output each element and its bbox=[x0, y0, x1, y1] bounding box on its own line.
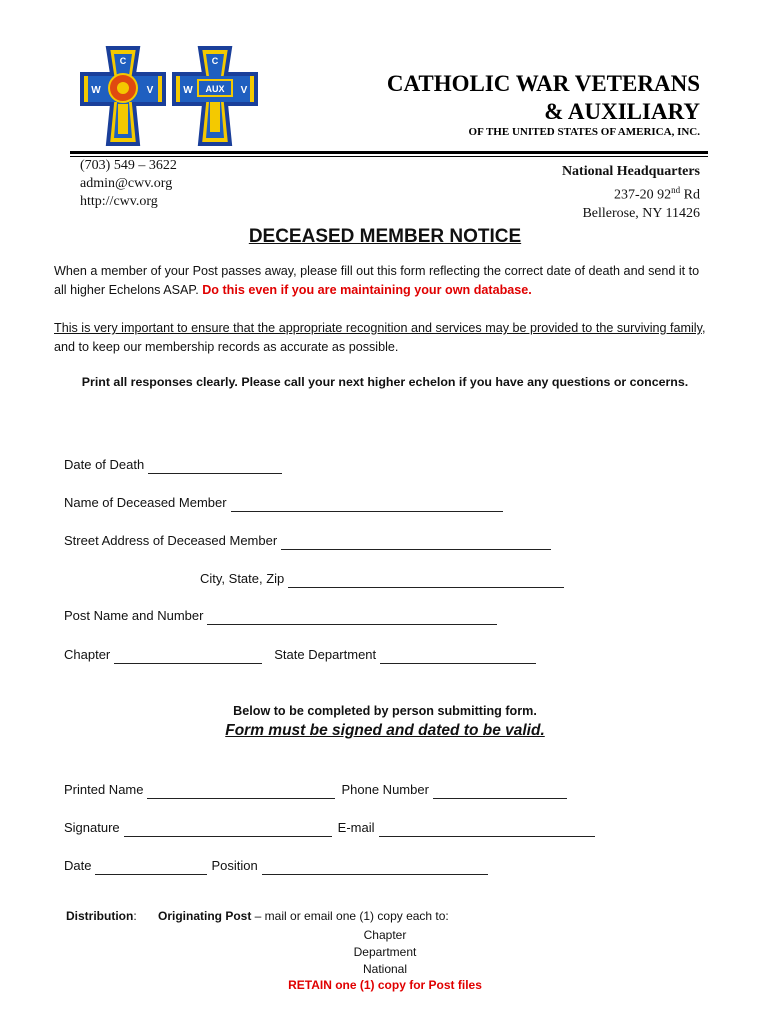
distribution-label-text: Distribution bbox=[66, 909, 134, 923]
importance-rest: , and to keep our membership records as accurate as possible. bbox=[54, 321, 706, 354]
distribution-recipient-department: Department bbox=[353, 945, 417, 959]
city-state-zip-row bbox=[200, 570, 564, 588]
importance-paragraph bbox=[54, 319, 714, 357]
org-name-line2: & AUXILIARY bbox=[544, 99, 700, 124]
contact-email: admin@cwv.org bbox=[80, 176, 173, 191]
city-state-zip-label: City, State, Zip bbox=[200, 571, 285, 586]
date-of-death-input[interactable] bbox=[148, 459, 282, 474]
post-name-label: Post Name and Number bbox=[64, 608, 204, 623]
importance-underlined: This is very important to ensure that the appropriate recognition and services may be provided to the surviving family bbox=[54, 321, 702, 335]
logo-right-letter-top: C bbox=[211, 56, 219, 66]
chapter-label: Chapter bbox=[64, 647, 111, 662]
post-name-row bbox=[64, 607, 497, 625]
hq-street-suffix: nd bbox=[671, 185, 681, 195]
date-of-death-row bbox=[64, 456, 282, 474]
distribution-intro-rest: – mail or email one (1) copy each to: bbox=[251, 909, 449, 923]
hq-city: Bellerose, NY 11426 bbox=[582, 205, 700, 221]
printed-name-row bbox=[64, 781, 567, 799]
intro-emphasis: Do this even if you are maintaining your own database. bbox=[202, 283, 532, 297]
hq-title: National Headquarters bbox=[561, 164, 700, 179]
phone-number-input[interactable] bbox=[433, 784, 567, 799]
originating-post: Originating Post bbox=[158, 909, 252, 923]
intro-text: When a member of your Post passes away, please fill out this form reflecting the correct date of death and send it to all higher Echelons ASAP. bbox=[54, 264, 700, 297]
print-clearly-note: Print all responses clearly. Please call your next higher echelon if you have any questions or concerns. bbox=[81, 375, 689, 389]
email-input[interactable] bbox=[379, 822, 595, 837]
logos bbox=[78, 46, 258, 146]
contact-info bbox=[80, 157, 177, 211]
street-address-row bbox=[64, 532, 551, 550]
logo-right-letter-left: W bbox=[183, 85, 193, 96]
date-input[interactable] bbox=[95, 860, 207, 875]
city-state-zip-input[interactable] bbox=[288, 573, 564, 588]
organization-name bbox=[387, 70, 700, 126]
page-title: DECEASED MEMBER NOTICE bbox=[248, 226, 522, 247]
signature-label: Signature bbox=[64, 820, 120, 835]
logo-right-aux-label: AUX bbox=[205, 84, 225, 94]
headquarters-address bbox=[562, 163, 700, 223]
organization-subtitle: OF THE UNITED STATES OF AMERICA, INC. bbox=[468, 126, 700, 138]
post-name-input[interactable] bbox=[207, 610, 497, 625]
contact-phone: (703) 549 – 3622 bbox=[80, 158, 177, 173]
printed-name-label: Printed Name bbox=[64, 782, 144, 797]
date-row bbox=[64, 857, 488, 875]
name-deceased-row bbox=[64, 494, 503, 512]
printed-name-input[interactable] bbox=[147, 784, 335, 799]
signature-input[interactable] bbox=[124, 822, 332, 837]
street-address-label: Street Address of Deceased Member bbox=[64, 533, 278, 548]
state-department-label: State Department bbox=[274, 647, 377, 662]
position-input[interactable] bbox=[262, 860, 488, 875]
phone-number-label: Phone Number bbox=[341, 782, 429, 797]
state-department-input[interactable] bbox=[380, 649, 536, 664]
date-of-death-label: Date of Death bbox=[64, 457, 145, 472]
org-name-line1: CATHOLIC WAR VETERANS bbox=[386, 71, 700, 96]
signature-row bbox=[64, 819, 595, 837]
submitter-instruction: Below to be completed by person submitting form. bbox=[233, 704, 537, 718]
name-deceased-label: Name of Deceased Member bbox=[64, 495, 227, 510]
retain-copy-notice: RETAIN one (1) copy for Post files bbox=[288, 978, 482, 992]
intro-paragraph bbox=[54, 262, 714, 300]
cwv-cross-logo-icon bbox=[82, 48, 164, 144]
hq-street bbox=[562, 181, 700, 205]
distribution-recipient-national: National bbox=[362, 962, 408, 976]
email-label: E-mail bbox=[337, 820, 375, 835]
distribution-recipient-chapter: Chapter bbox=[363, 928, 407, 942]
date-label: Date bbox=[64, 858, 92, 873]
hq-street-number: 237-20 92 bbox=[613, 187, 672, 203]
chapter-input[interactable] bbox=[114, 649, 262, 664]
logo-left-letter-right: V bbox=[146, 85, 154, 96]
hq-street-name: Rd bbox=[680, 187, 700, 203]
logo-left-letter-left: W bbox=[91, 85, 101, 96]
name-deceased-input[interactable] bbox=[231, 497, 503, 512]
auxiliary-cross-logo-icon bbox=[174, 48, 256, 144]
distribution-intro bbox=[158, 909, 449, 923]
street-address-input[interactable] bbox=[281, 535, 551, 550]
logo-right-letter-right: V bbox=[240, 85, 248, 96]
must-sign-notice: Form must be signed and dated to be valid. bbox=[225, 722, 545, 739]
position-label: Position bbox=[211, 858, 258, 873]
chapter-row bbox=[64, 646, 536, 664]
contact-website: http://cwv.org bbox=[80, 194, 158, 209]
header-divider-thick bbox=[70, 151, 708, 154]
distribution-label bbox=[66, 909, 137, 923]
distribution-colon: : bbox=[133, 909, 137, 923]
logo-left-letter-top: C bbox=[119, 56, 127, 66]
